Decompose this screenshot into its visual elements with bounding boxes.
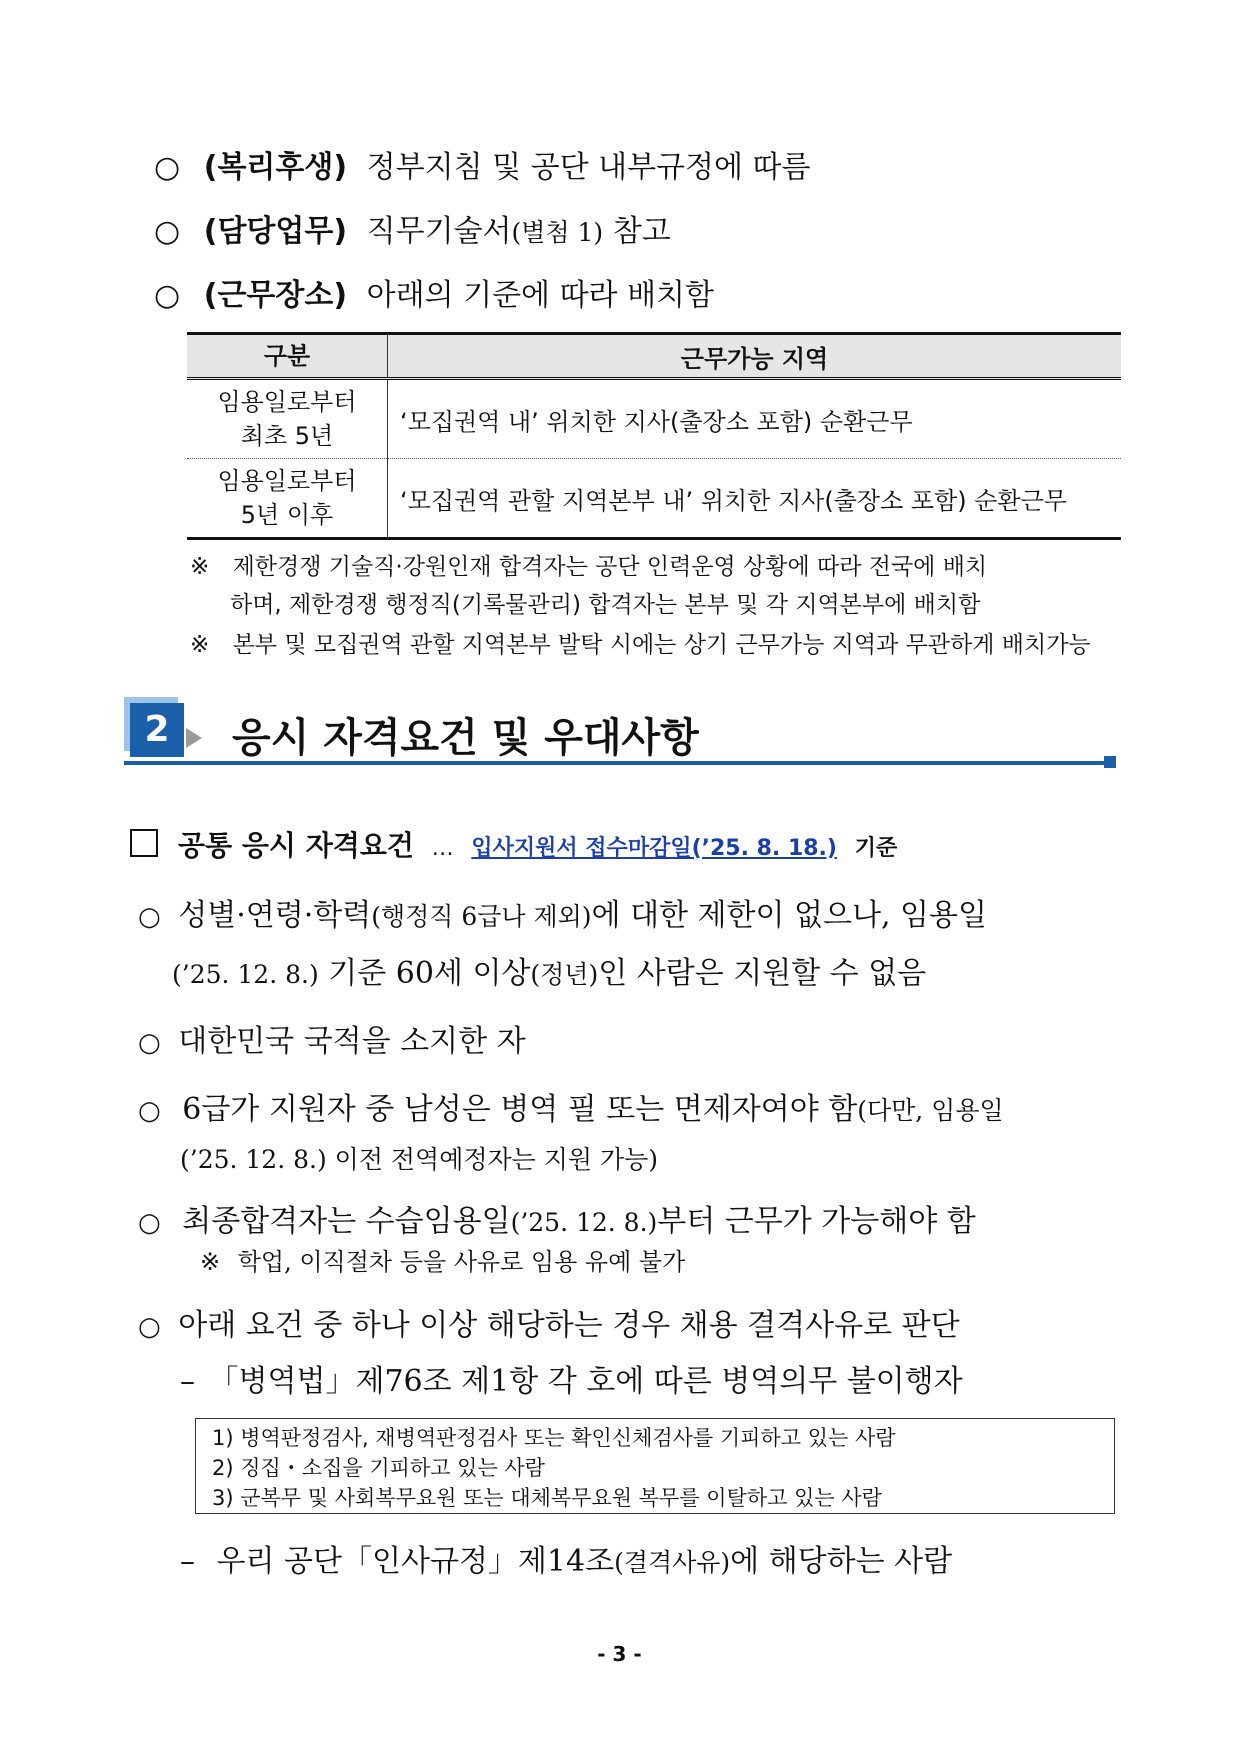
note-2: [190, 626, 1091, 659]
requirement-5-sub1: [180, 1356, 963, 1400]
req-text: 인 사람은 지원할 수 없음: [598, 956, 927, 991]
req-text: 에 해당하는 사람: [730, 1544, 953, 1579]
note-1: [190, 548, 987, 581]
cell-line: 임용일로부터: [217, 467, 357, 495]
requirement-1: [138, 890, 987, 934]
note-1-continued: 하며, 제한경쟁 행정직(기록물관리) 합격자는 본부 및 각 지역본부에 배치함: [230, 592, 981, 618]
req-text: 아래 요건 중 하나 이상 해당하는 경우 채용 결격사유로 판단: [178, 1308, 960, 1343]
bullet-circle: ○: [138, 1096, 161, 1126]
req-small: (행정직 6급나 제외): [371, 902, 592, 931]
cell-line: 5년 이후: [240, 501, 334, 529]
requirement-4-note: [200, 1242, 685, 1277]
bullet-circle: ○: [138, 1028, 161, 1058]
workplace-item: [154, 270, 714, 314]
page-number: - 3 -: [597, 1642, 642, 1666]
req-small: (정년): [530, 960, 599, 989]
dash: –: [180, 1544, 195, 1579]
list-item: 1) 병역판정검사, 재병역판정검사 또는 확인신체검사를 기피하고 있는 사람: [212, 1426, 896, 1450]
requirement-1-line2: [172, 948, 926, 992]
table-header: 구분: [187, 334, 388, 379]
req-text: 성별·연령·학력: [178, 898, 372, 933]
note-mark: ※: [200, 1248, 221, 1276]
bullet-circle: ○: [154, 150, 181, 185]
req-text: 기준 60세 이상: [318, 956, 531, 991]
req-text: 부터 근무가 가능해야 함: [657, 1204, 976, 1239]
item-text: 직무기술서: [366, 214, 512, 249]
item-text: 정부지침 및 공단 내부규정에 따름: [366, 150, 811, 185]
req-text: 6급가 지원자 중 남성은 병역 필 또는 면제자여야 함: [182, 1092, 858, 1127]
note-text: 제한경쟁 기술직·강원인재 합격자는 공단 인력운영 상황에 따라 전국에 배치: [232, 554, 988, 580]
section-rule-end-square: [1104, 756, 1116, 768]
section-title: 응시 자격요건 및 우대사항: [232, 715, 699, 761]
item-small: (별첨 1): [511, 218, 604, 247]
table-header: 근무가능 지역: [388, 334, 1122, 379]
workplace-table: [187, 332, 1121, 540]
cell-line: 임용일로부터: [217, 388, 357, 416]
note-text: 본부 및 모집권역 관할 지역본부 발탁 시에는 상기 근무가능 지역과 무관하게 배치가능: [232, 632, 1091, 658]
item-label: (근무장소): [203, 278, 348, 313]
requirement-4: [138, 1196, 976, 1240]
table-row: [187, 379, 1121, 459]
bullet-circle: ○: [154, 278, 181, 313]
list-item: 3) 군복무 및 사회복무요원 또는 대체복무요원 복무를 이탈하고 있는 사람: [212, 1486, 882, 1510]
military-duty-box: [195, 1418, 1115, 1514]
req-text: 최종합격자는 수습임용일: [182, 1204, 511, 1239]
dash: –: [180, 1364, 195, 1399]
item-label: (담당업무): [203, 214, 348, 249]
bullet-circle: ○: [138, 902, 161, 932]
req-text: 대한민국 국적을 소지한 자: [178, 1024, 526, 1059]
ellipsis: …: [431, 836, 454, 861]
deadline-link[interactable]: 입사지원서 접수마감일(’25. 8. 18.): [471, 836, 837, 861]
requirement-5: [138, 1300, 960, 1344]
item-text2: 참고: [603, 214, 671, 249]
req-text: 에 대한 제한이 없으나, 임용일: [591, 898, 987, 933]
bullet-circle: ○: [154, 214, 181, 249]
item-label: (복리후생): [203, 150, 348, 185]
section-rule: [124, 761, 1116, 765]
section-number: 2: [130, 703, 184, 757]
table-cell: [187, 379, 388, 459]
note-mark: ※: [190, 554, 210, 580]
table-cell: ‘모집권역 관할 지역본부 내’ 위치한 지사(출장소 포함) 순환근무: [388, 459, 1122, 539]
req-small: (’25. 12. 8.): [510, 1208, 658, 1237]
bullet-circle: ○: [138, 1208, 161, 1238]
table-cell: ‘모집권역 내’ 위치한 지사(출장소 포함) 순환근무: [388, 379, 1122, 459]
note-text: 학업, 이직절차 등을 사유로 임용 유예 불가: [237, 1248, 686, 1276]
list-item: 2) 징집・소집을 기피하고 있는 사람: [212, 1456, 545, 1480]
table-header-row: [187, 334, 1121, 379]
duty-item: [154, 206, 671, 250]
requirement-2: [138, 1016, 526, 1060]
table-row: [187, 459, 1121, 539]
welfare-item: [154, 142, 811, 186]
requirement-3: [138, 1084, 1004, 1128]
subsection-label: 공통 응시 자격요건: [178, 829, 414, 862]
req-small: (다만, 임용일: [857, 1096, 1004, 1125]
req-text: 「병역법」제76조 제1항 각 호에 따른 병역의무 불이행자: [208, 1364, 963, 1399]
req-small: (’25. 12. 8.): [172, 960, 319, 989]
requirement-3-line2: (’25. 12. 8.) 이전 전역예정자는 지원 가능): [180, 1145, 659, 1174]
cell-line: 최초 5년: [240, 422, 334, 450]
note-mark: ※: [190, 632, 210, 658]
checkbox-icon: [130, 829, 158, 857]
subsection-title: [178, 824, 897, 864]
req-small: (결격사유): [614, 1548, 731, 1577]
subsection-suffix: 기준: [854, 836, 898, 861]
requirement-5-sub2: [180, 1536, 952, 1580]
item-text: 아래의 기준에 따라 배치함: [366, 278, 715, 313]
triangle-icon: [186, 728, 202, 748]
req-text: 우리 공단「인사규정」제14조: [216, 1544, 615, 1579]
bullet-circle: ○: [138, 1312, 161, 1342]
table-cell: [187, 459, 388, 539]
